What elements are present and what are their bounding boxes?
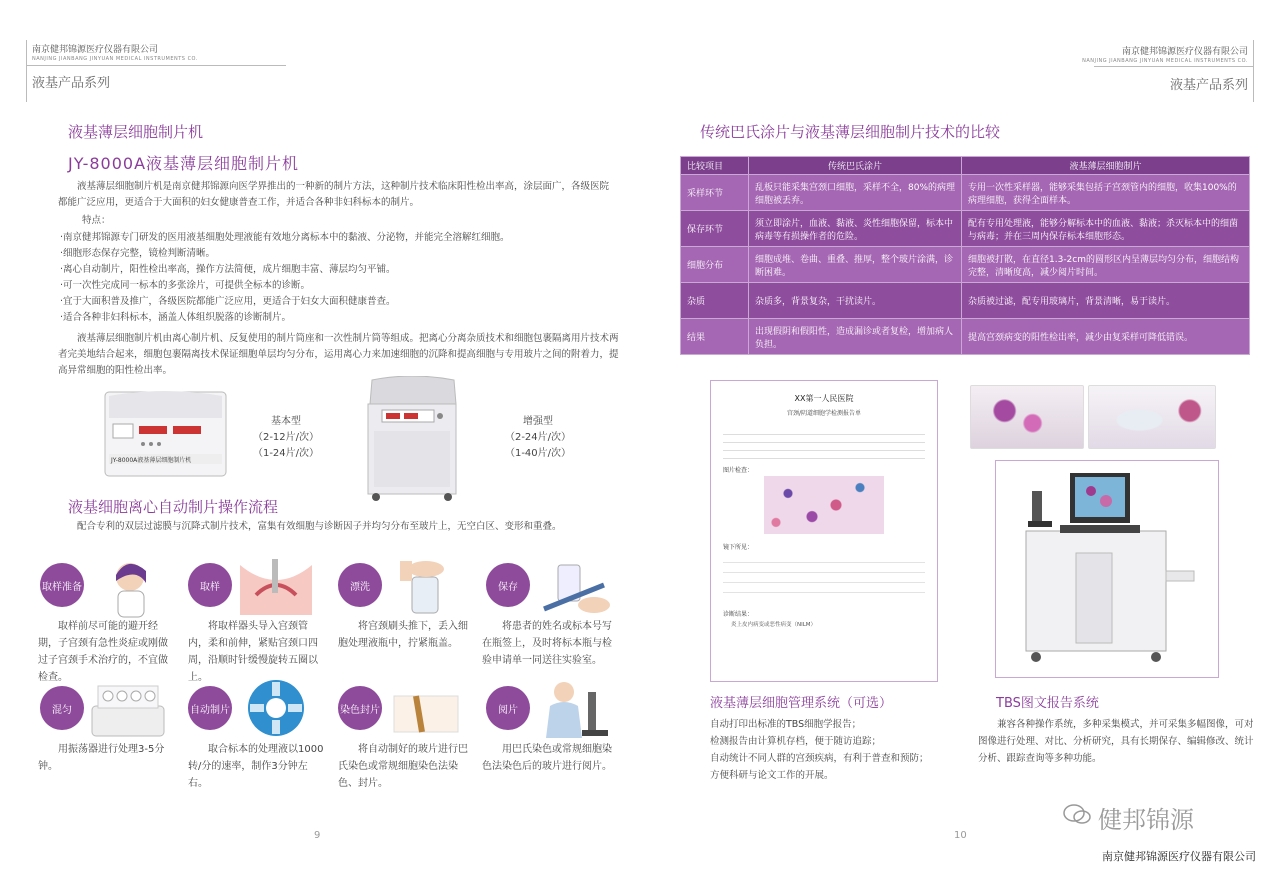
table-cell: 结果: [681, 319, 749, 355]
step-desc-sampling-prep: 取样前尽可能的避开经期，子宫颈有急性炎症或刚做过子宫颈手术治疗的，不宜做检查。: [38, 621, 168, 683]
table-header-cell: 液基薄层细胞制片: [962, 157, 1250, 175]
enhanced-model-spec1: （2-24片/次）: [504, 432, 572, 443]
step-circle-auto-slide: 自动制片: [188, 686, 232, 730]
feature-item: ·可一次性完成同一标本的多张涂片，可提供全标本的诊断。: [60, 280, 311, 291]
left-company-name: 南京健邦锦源医疗仪器有限公司: [32, 45, 159, 55]
step-desc-auto-slide: 取合标本的处理液以1000转/分的速率，制作3分钟左右。: [188, 744, 324, 789]
system2-text: 兼容各种操作系统，多种采集模式，并可采集多幅图像，可对图像进行处理、对比、分析研究，具有长期保存、编辑修改、统计分析、跟踪查询等多种功能。: [978, 719, 1254, 764]
table-row: [681, 319, 1250, 355]
step-desc-sampling: 将取样器头导入宫颈管内，柔和前伸，紧贴宫颈口四周，沿顺时针缓慢旋转五圈以上。: [188, 621, 318, 683]
table-cell: 杂质: [681, 283, 749, 319]
enhanced-model-info: [498, 414, 578, 462]
feature-item: ·宜于大面积普及推广，各级医院都能广泛应用，更适合于妇女大面积健康普查。: [60, 296, 396, 307]
step-image-sampling-prep: [88, 555, 168, 619]
enhanced-machine-image: [362, 376, 462, 504]
step-desc-preserve: 将患者的姓名或标本号写在瓶签上，及时将标本瓶与检验申请单一同送往实验室。: [482, 621, 612, 666]
cell-image: [764, 476, 884, 534]
step-image-reading: [534, 676, 614, 740]
feature-item: ·适合各种非妇科标本，涵盖人体组织脱落的诊断制片。: [60, 312, 292, 323]
step-desc-mix: 用振荡器进行处理3-5分钟。: [38, 744, 165, 772]
right-header-rule: [1094, 66, 1254, 67]
footer-company-name: 南京健邦锦源医疗仪器有限公司: [1102, 850, 1256, 863]
left-page-number: 9: [314, 830, 321, 841]
process-title: 液基细胞离心自动制片操作流程: [68, 498, 279, 516]
step-image-preserve: [534, 555, 614, 619]
step-image-rinse: [386, 555, 466, 619]
system1-item: 检测报告由计算机存档，便于随访追踪；: [710, 736, 882, 747]
basic-machine-image: [103, 388, 228, 480]
comparison-table: [680, 156, 1250, 355]
table-cell: 乱板只能采集宫颈口细胞，采样不全，80%的病理细胞被丢弃。: [749, 175, 962, 211]
report-hospital: XX第一人民医院: [794, 394, 854, 403]
report-diagnosis-label: 镜下所见：: [723, 544, 754, 551]
table-cell: 保存环节: [681, 211, 749, 247]
left-header-rule: [26, 65, 286, 66]
desc-paragraph: 液基薄层细胞制片机由离心制片机、反复使用的制片筒座和一次性制片筒等组成。把离心分离杂质技术和细胞包裹隔离用片技术两者完美地结合起来，细胞包裹隔离技术保证细胞单层均匀分布，运用离心力来加速细胞的沉降和提高细胞与专用玻片之间的附着力，提高异常细胞的阳性检出率。: [58, 333, 619, 376]
step-circle-sampling-prep: 取样准备: [40, 563, 84, 607]
system2-title: TBS图文报告系统: [996, 696, 1099, 711]
lab-photo-slide: [970, 385, 1084, 449]
process-intro: 配合专利的双层过滤膜与沉降式制片技术，富集有效细胞与诊断因子并均匀分布至玻片上，无空白区、变形和重叠。: [77, 521, 562, 532]
system1-item: 自动统计不同人群的宫颈疾病，有利于普查和预防；: [710, 753, 929, 764]
report-table-lines: [723, 553, 925, 601]
step-image-sampling: [236, 555, 316, 619]
intro-paragraph: 液基薄层细胞制片机是南京健邦锦源向医学界推出的一种新的制片方法，这种制片技术临床阳性检出率高，涂层面广，各级医院都能广泛应用，更适合于大面积的妇女健康普查工作，并适合各种非妇科标本的制片。: [58, 181, 610, 208]
comparison-title: 传统巴氏涂片与液基薄层细胞制片技术的比较: [700, 123, 1001, 141]
features-label: 特点：: [82, 215, 111, 226]
left-title: 液基薄层细胞制片机: [68, 123, 204, 141]
step-circle-stain-mount: 染色封片: [338, 686, 382, 730]
table-cell: 细胞分布: [681, 247, 749, 283]
right-page: [640, 0, 1280, 874]
report-result-label: 诊断结果：: [723, 611, 754, 618]
system1-item: 方便科研与论文工作的开展。: [710, 770, 834, 781]
table-row: [681, 283, 1250, 319]
basic-model-name: 基本型: [271, 416, 301, 427]
step-circle-mix: 混匀: [40, 686, 84, 730]
table-cell: 专用一次性采样器，能够采集包括子宫颈管内的细胞，收集100%的病理细胞，获得全面样本。: [962, 175, 1250, 211]
right-company-name-en: NANJING JIANBANG JINYUAN MEDICAL INSTRUMENTS CO.: [1082, 58, 1248, 64]
enhanced-model-spec2: （1-40片/次）: [504, 448, 572, 459]
table-cell: 提高宫颈病变的阳性检出率，减少由复采样可降低错误。: [962, 319, 1250, 355]
report-header-lines: [723, 427, 925, 463]
report-images-label: 图片检查：: [723, 467, 754, 474]
report-result-text: 炎上皮内病变或恶性病变（NILM）: [731, 622, 817, 628]
right-margin-line: [1253, 40, 1254, 102]
basic-model-info: [246, 414, 326, 462]
report-title: 宫颈/阴道细胞学检测报告单: [786, 410, 862, 417]
table-header-cell: 传统巴氏涂片: [749, 157, 962, 175]
step-image-mix: [88, 676, 168, 740]
system1-list: [710, 716, 929, 784]
step-circle-reading: 阅片: [486, 686, 530, 730]
step-desc-reading: 用巴氏染色或常规细胞染色法染色后的玻片进行阅片。: [482, 744, 612, 772]
table-row: [681, 247, 1250, 283]
table-cell: 须立即涂片，血液、黏液、炎性细胞保留，标本中病毒等有损操作者的危险。: [749, 211, 962, 247]
table-header-row: [681, 157, 1250, 175]
report-sheet: [710, 380, 938, 682]
basic-model-spec2: （1-24片/次）: [252, 448, 320, 459]
system1-title: 液基薄层细胞管理系统（可选）: [710, 696, 893, 711]
basic-model-spec1: （2-12片/次）: [252, 432, 320, 443]
table-row: [681, 211, 1250, 247]
wechat-icon: [1062, 802, 1092, 826]
system1-item: 自动打印出标准的TBS细胞学报告；: [710, 719, 862, 730]
right-series-label: 液基产品系列: [1169, 78, 1248, 93]
lab-photo-tube: [1088, 385, 1216, 449]
machine-front-label: JY-8000A液基薄层细胞制片机: [111, 457, 192, 464]
tbs-workstation-image: [995, 460, 1219, 678]
step-image-stain-mount: [386, 676, 466, 740]
left-margin-line: [26, 40, 27, 102]
step-desc-stain-mount: 将自动制好的玻片进行巴氏染色或常规细胞染色法染色、封片。: [338, 744, 468, 789]
table-cell: 采样环节: [681, 175, 749, 211]
step-circle-sampling: 取样: [188, 563, 232, 607]
table-cell: 杂质被过滤，配专用玻璃片，背景清晰，易于读片。: [962, 283, 1250, 319]
table-cell: 细胞成堆、卷曲、重叠、推厚，整个玻片涂满，诊断困难。: [749, 247, 962, 283]
feature-item: ·南京健邦锦源专门研发的医用液基细胞处理液能有效地分离标本中的黏液、分泌物，并能完全溶解红细胞。: [60, 232, 510, 243]
table-cell: 细胞被打散，在直径1.3-2cm的圆形区内呈薄层均匀分布，细胞结构完整，清晰度高，减少阅片时间。: [962, 247, 1250, 283]
table-header-cell: 比较项目: [681, 157, 749, 175]
model-title: JY-8000A液基薄层细胞制片机: [68, 154, 300, 173]
step-image-auto-slide: [236, 676, 316, 740]
right-page-number: 10: [954, 830, 967, 841]
right-company-name: 南京健邦锦源医疗仪器有限公司: [1121, 47, 1248, 57]
table-cell: 出现假阴和假阳性，造成漏诊或者复检，增加病人负担。: [749, 319, 962, 355]
table-cell: 杂质多，背景复杂，干扰读片。: [749, 283, 962, 319]
brand-watermark: 健邦锦源: [1098, 806, 1194, 834]
step-desc-rinse: 将宫颈刷头推下，丢入细胞处理液瓶中，拧紧瓶盖。: [338, 621, 468, 649]
table-row: [681, 175, 1250, 211]
feature-item: ·细胞形态保存完整，镜检判断清晰。: [60, 248, 216, 259]
feature-item: ·离心自动制片，阳性检出率高，操作方法简便，成片细胞丰富、薄层均匀平铺。: [60, 264, 396, 275]
step-circle-preserve: 保存: [486, 563, 530, 607]
step-circle-rinse: 漂洗: [338, 563, 382, 607]
features-list: [60, 230, 620, 326]
table-cell: 配有专用处理液，能够分解标本中的血液、黏液；杀灭标本中的细菌与病毒；并在三周内保存标本细胞形态。: [962, 211, 1250, 247]
left-series-label: 液基产品系列: [32, 76, 111, 91]
enhanced-model-name: 增强型: [523, 416, 553, 427]
left-company-name-en: NANJING JIANBANG JINYUAN MEDICAL INSTRUMENTS CO.: [32, 56, 198, 62]
